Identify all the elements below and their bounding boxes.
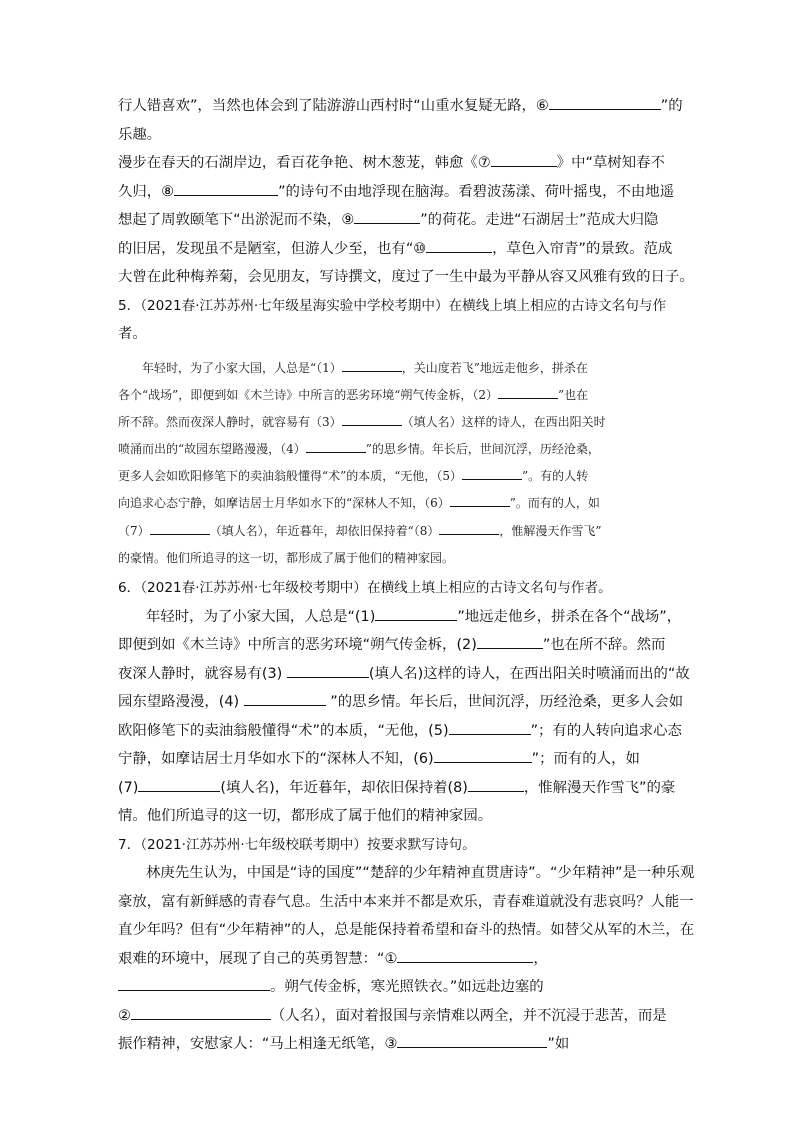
answer-blank-q6-4[interactable] bbox=[244, 691, 326, 706]
passage-line: 的豪情。他们所追寻的这一切，都形成了属于他们的精神家园。 bbox=[118, 550, 455, 565]
text-line: 振作精神，安慰家人：“马上相逢无纸笔，③ ”如 bbox=[118, 1030, 688, 1059]
text-line: 直少年吗？但有“少年精神”的人，总是能保持着希望和奋斗的热情。如替父从军的木兰，在 bbox=[118, 922, 695, 938]
answer-blank-6[interactable] bbox=[549, 95, 661, 110]
answer-blank-q5-3[interactable] bbox=[342, 413, 402, 426]
answer-blank-q5-1[interactable] bbox=[342, 359, 402, 372]
text-line: 艰难的环境中，展现了自己的英勇智慧：“① ， bbox=[118, 945, 688, 974]
text-line: 久归，⑧ ”的诗句不由地浮现在脑海。看碧波荡漾、荷叶摇曳，不由地遥 bbox=[118, 178, 688, 207]
answer-blank-10[interactable] bbox=[426, 238, 492, 253]
answer-blank-q6-2[interactable] bbox=[477, 634, 543, 649]
answer-blank-q6-6[interactable] bbox=[434, 748, 532, 763]
answer-blank-q5-7[interactable] bbox=[150, 522, 210, 535]
text-line: 欧阳修笔下的卖油翁般懂得“术”的本质，“无他，(5) ”；有的人转向追求心态 bbox=[118, 717, 688, 746]
answer-blank-q7-1-cont[interactable] bbox=[118, 976, 270, 991]
answer-blank-q7-3[interactable] bbox=[397, 1033, 547, 1048]
answer-blank-8[interactable] bbox=[174, 181, 278, 196]
answer-blank-q6-1[interactable] bbox=[375, 606, 457, 621]
passage-line: （7） （填人名），年近暮年，却依旧保持着“（8） ，惟解漫天作雪飞” bbox=[118, 523, 602, 538]
question-5-header: 5．（2021春·江苏苏州·七年级星海实验中学校考期中）在横线上填上相应的古诗文名句与作 bbox=[118, 297, 667, 314]
passage-line: 年轻时，为了小家大国，人总是“（1） ，关山度若飞”地远走他乡，拼杀在 bbox=[142, 360, 588, 375]
text-line: 漫步在春天的石湖岸边，看百花争艳、树木葱茏，韩愈《⑦ 》中“草树知春不 bbox=[118, 149, 688, 178]
answer-blank-q6-8[interactable] bbox=[468, 777, 524, 792]
answer-blank-q5-5[interactable] bbox=[462, 467, 522, 480]
text-line: ② （人名），面对着报国与亲情难以两全，并不沉浸于悲苦，而是 bbox=[118, 1002, 688, 1031]
answer-blank-q7-1[interactable] bbox=[397, 948, 533, 963]
answer-blank-q7-2[interactable] bbox=[131, 1005, 271, 1020]
text-line: 宁静，如摩诘居士月华如水下的“深林人不知，(6) ”；而有的人，如 bbox=[118, 745, 688, 774]
answer-blank-q5-6[interactable] bbox=[450, 494, 510, 507]
text-line: 情。他们所追寻的这一切，都形成了属于他们的精神家园。 bbox=[118, 808, 493, 824]
text-line: 。朔气传金柝，寒光照铁衣。”如远赴边塞的 bbox=[118, 973, 688, 1002]
text-line: 大曾在此种梅养菊，会见朋友，写诗撰文，度过了一生中最为平静从容又风雅有致的日子。 bbox=[118, 269, 694, 285]
exam-page bbox=[118, 92, 695, 1059]
question-7-header: 7．（2021·江苏苏州·七年级校联考期中）按要求默写诗句。 bbox=[118, 836, 476, 853]
passage-line: 喷涌而出的“故园东望路漫漫，（4） ”的思乡情。年长后，世间沉浮，历经沧桑， bbox=[118, 442, 600, 457]
answer-blank-q6-3[interactable] bbox=[287, 663, 369, 678]
answer-blank-7[interactable] bbox=[491, 152, 557, 167]
answer-blank-q6-5[interactable] bbox=[449, 720, 531, 735]
text-line: 想起了周敦颐笔下“出淤泥而不染，⑨ ”的荷花。走进“石湖居士”范成大归隐 bbox=[118, 206, 688, 235]
text-line: 林庚先生认为，中国是“诗的国度”“楚辞的少年精神直贯唐诗”。“少年精神”是一种乐观 bbox=[146, 865, 695, 881]
question-6-header: 6．（2021春·江苏苏州·七年级校考期中）在横线上填上相应的古诗文名句与作者。 bbox=[118, 580, 612, 596]
text-line: 乐趣。 bbox=[118, 126, 162, 143]
passage-line: 向追求心态宁静，如摩诘居士月华如水下的“深林人不知，（6） ”。而有的人，如 bbox=[118, 496, 600, 511]
text-line: (7) (填人名)，年近暮年，却依旧保持着(8) ，惟解漫天作雪飞”的豪 bbox=[118, 774, 688, 803]
text-line: 夜深人静时，就容易有(3) (填人名)这样的诗人，在西出阳关时喷涌而出的“故 bbox=[118, 660, 688, 689]
text-line: 行人错喜欢”，当然也体会到了陆游游山西村时“山重水复疑无路，⑥ ”的 bbox=[118, 92, 688, 121]
text-line: 年轻时，为了小家大国，人总是“(1) ”地远走他乡，拼杀在各个“战场”， bbox=[118, 603, 688, 632]
text-line: 的旧居，发现虽不是陋室，但游人少至，也有“⑩ ，草色入帘青”的景致。范成 bbox=[118, 235, 688, 264]
passage-line: 各个“战场”，即便到如《木兰诗》中所言的恶劣环境“朔气传金柝，（2） ”也在 bbox=[118, 387, 589, 402]
question-5-passage bbox=[118, 355, 688, 573]
answer-blank-q5-8[interactable] bbox=[439, 522, 499, 535]
passage-line: 所不辞。然而夜深人静时，就容易有（3） （填人名）这样的诗人，在西出阳关时 bbox=[118, 414, 606, 429]
answer-blank-q5-4[interactable] bbox=[306, 440, 366, 453]
text-line: 豪放，富有新鲜感的青春气息。生活中本来并不都是欢乐，青春难道就没有悲哀吗？人能一 bbox=[118, 893, 694, 910]
passage-line: 更多人会如欧阳修笔下的卖油翁般懂得“术”的本质，“无他，（5） ”。有的人转 bbox=[118, 469, 589, 484]
answer-blank-q5-2[interactable] bbox=[498, 386, 558, 399]
answer-blank-q6-7[interactable] bbox=[138, 777, 220, 792]
text-line: 园东望路漫漫，(4) ”的思乡情。年长后，世间沉浮，历经沧桑，更多人会如 bbox=[118, 688, 688, 717]
text-line: 即便到如《木兰诗》中所言的恶劣环境“朔气传金柝，(2) ”也在所不辞。然而 bbox=[118, 631, 688, 660]
question-5-header-cont: 者。 bbox=[118, 326, 147, 342]
answer-blank-9[interactable] bbox=[354, 209, 420, 224]
